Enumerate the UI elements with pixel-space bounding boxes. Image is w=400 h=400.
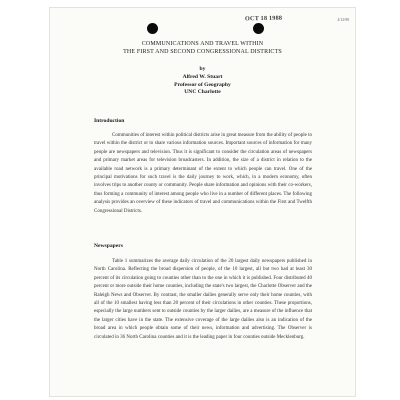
document-title bbox=[50, 41, 355, 56]
section-heading-introduction: Introduction bbox=[94, 118, 125, 124]
paragraph-text: Table 1 summarizes the average daily circulation of the 20 largest daily newspapers published in North Carolina. Reflecting the broad dispersion of people, of the 10 largest, all but two had at least 30 percent of its circulation going to counties other than to the one in which it is published. Four distributed 40 percent or more outside their home counties, including the state's two largest, the Charlotte Observer and the Raleigh News and Observer. By contrast, the smaller dailies generally serve only their home counties, with all of the 10 smallest having less than 20 percent of their circulations in other counties. These proportions, especially the large numbers sent to outside counties by the larger dailies, are a measure of the influence that the larger cities have in the state. The extensive coverage of the large dailies also is an indication of the broad area in which people obtain some of their news, information and advertising. The Observer is circulated in 36 North Carolina counties and it is the leading paper in four counties outside Mecklenburg. bbox=[94, 259, 312, 340]
document-number: 4/12/98 bbox=[337, 18, 349, 22]
author-name: Alfred W. Stuart bbox=[182, 73, 223, 80]
punch-hole-left bbox=[147, 23, 158, 34]
paragraph-text: Communities of interest within political districts arise in great measure from the ability of people to travel within the district or to share various information sources. Important sources of information for many people are newspapers and television. Thus it is significant to consider the circulation areas of newspapers and primary market areas for television broadcasters. In addition, the size of a district in relation to the available road network is a primary determinant of the extent to which people can travel. One of the principal motivations for such travel is the daily journey to work, which, in a modern economy, often involves trips to another county or community. People share information and opinions with their co-workers, thus forming a community of interest among people who live in a number of different places. The following analysis provides an overview of these indicators of travel and communications within the First and Twelfth Congressional Districts. bbox=[94, 133, 312, 214]
punch-hole-right bbox=[253, 23, 264, 34]
title-line: THE FIRST AND SECOND CONGRESSIONAL DISTRICTS bbox=[123, 48, 282, 55]
date-stamp: OCT 18 1988 bbox=[244, 14, 283, 23]
section-heading-newspapers: Newspapers bbox=[94, 243, 123, 249]
document-page bbox=[50, 8, 355, 396]
title-line: COMMUNICATIONS AND TRAVEL WITHIN bbox=[141, 41, 264, 47]
byline bbox=[50, 66, 355, 97]
section-body-newspapers bbox=[94, 258, 312, 342]
author-title: Professor of Geography bbox=[174, 81, 231, 88]
byline-by: by bbox=[199, 66, 206, 72]
author-affiliation: UNC Charlotte bbox=[184, 89, 221, 96]
section-body-introduction bbox=[94, 132, 312, 216]
